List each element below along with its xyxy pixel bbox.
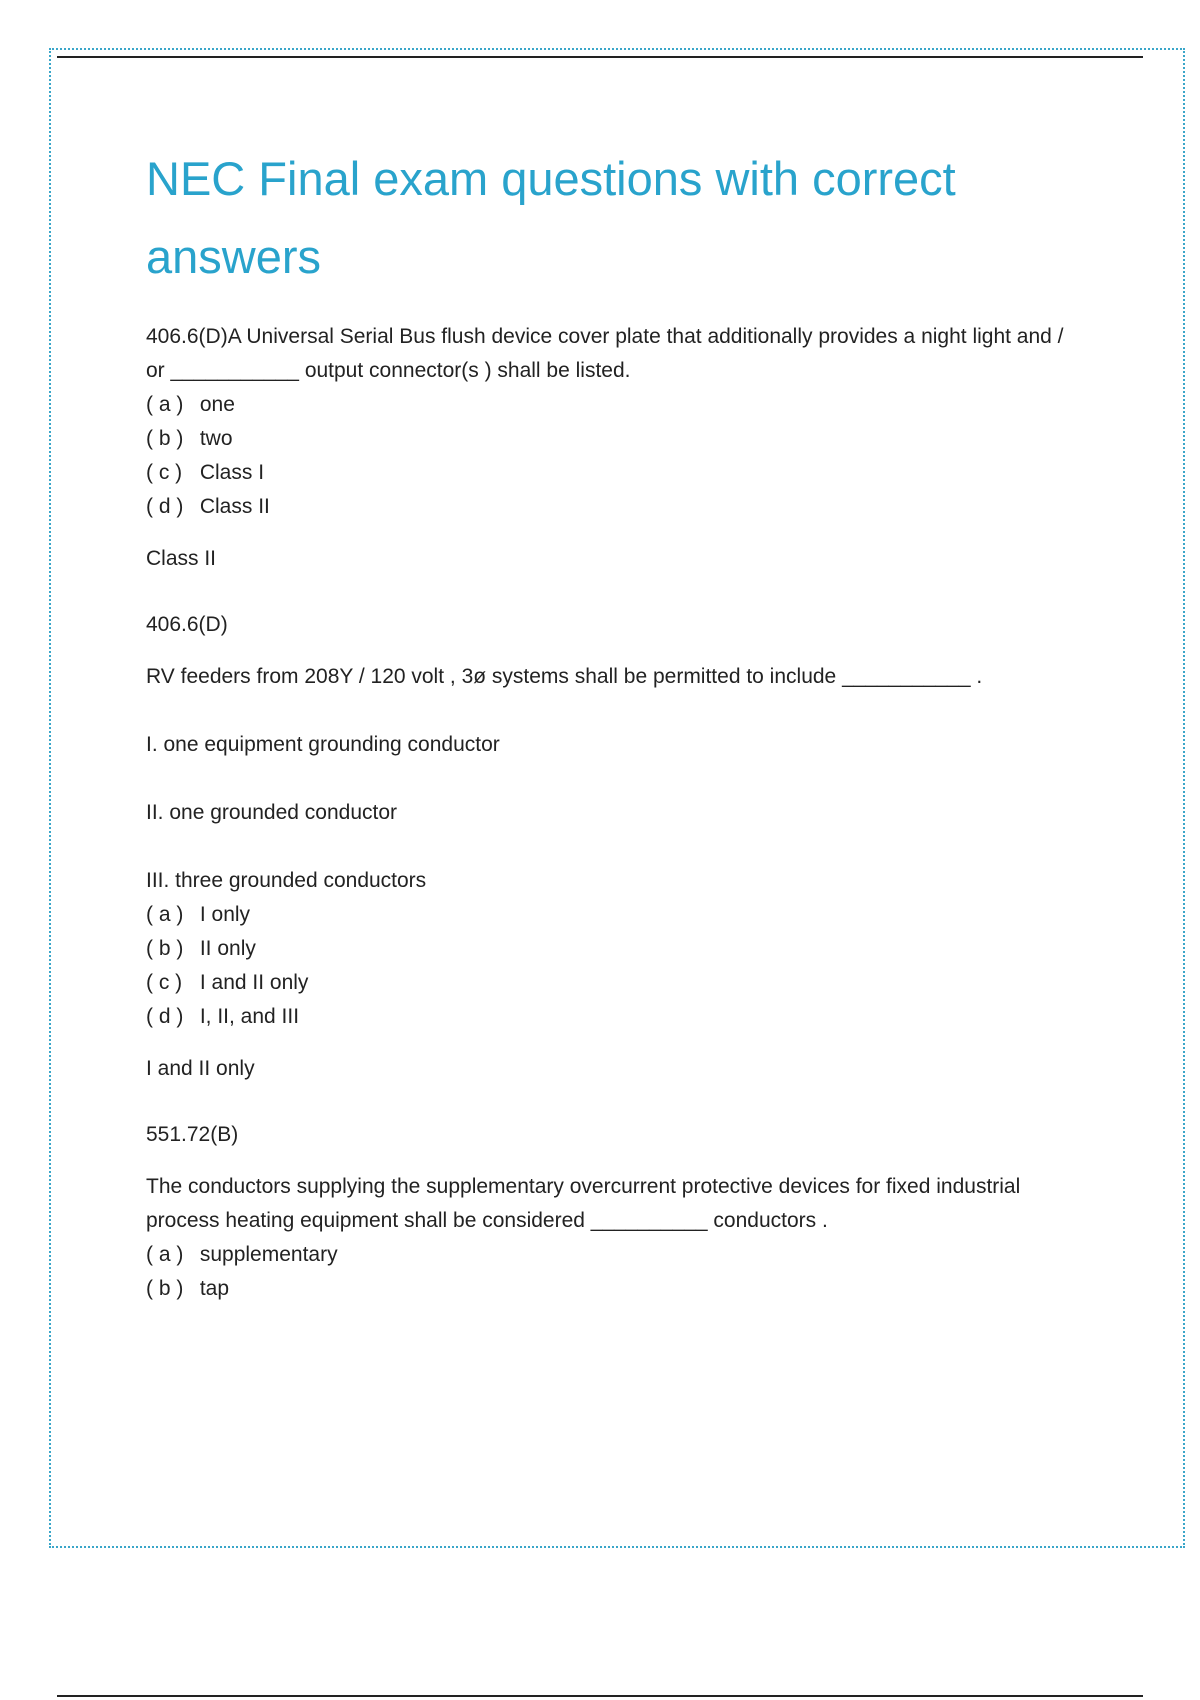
question-statement: I. one equipment grounding conductor [146, 733, 500, 756]
option-list [146, 388, 1086, 524]
document-title: NEC Final exam questions with correct answers [146, 152, 956, 283]
option-item [146, 966, 1086, 1000]
document-body [146, 140, 1086, 1306]
option-marker: ( d ) [146, 495, 184, 518]
option-marker: ( d ) [146, 1005, 184, 1028]
option-marker: ( b ) [146, 937, 184, 960]
option-item [146, 422, 1086, 456]
option-list [146, 898, 1086, 1034]
option-text: tap [199, 1277, 230, 1300]
option-item [146, 388, 1086, 422]
option-marker: ( a ) [146, 1243, 184, 1266]
question-stem: 406.6(D)A Universal Serial Bus flush device cover plate that additionally provides a night light and / or ___________ output connector(s ) shall be listed. [146, 325, 1064, 382]
footer-rule [57, 1695, 1143, 1697]
option-marker: ( a ) [146, 393, 184, 416]
question-statement: II. one grounded conductor [146, 801, 398, 824]
option-item [146, 898, 1086, 932]
option-text: II only [199, 937, 256, 960]
option-text: one [199, 393, 235, 416]
option-text: supplementary [199, 1243, 338, 1266]
option-item [146, 456, 1086, 490]
answer-text: Class II [146, 547, 217, 570]
header-rule [57, 56, 1143, 58]
option-text: I only [199, 903, 251, 926]
option-text: two [199, 427, 233, 450]
option-item [146, 490, 1086, 524]
option-item [146, 1272, 1086, 1306]
question-statement: III. three grounded conductors [146, 869, 427, 892]
question-stem: RV feeders from 208Y / 120 volt , 3ø systems shall be permitted to include ___________ . [146, 665, 983, 688]
option-text: Class I [199, 461, 265, 484]
question-stem: The conductors supplying the supplementary overcurrent protective devices for fixed industrial process heating equipment shall be considered __________ conductors . [146, 1175, 1021, 1232]
option-item [146, 932, 1086, 966]
option-marker: ( b ) [146, 427, 184, 450]
option-text: Class II [199, 495, 270, 518]
question-reference: 406.6(D) [146, 613, 228, 636]
option-marker: ( b ) [146, 1277, 184, 1300]
option-item [146, 1238, 1086, 1272]
option-marker: ( c ) [146, 461, 183, 484]
answer-text: I and II only [146, 1057, 255, 1080]
option-list [146, 1238, 1086, 1306]
option-text: I, II, and III [199, 1005, 300, 1028]
option-text: I and II only [199, 971, 309, 994]
option-marker: ( a ) [146, 903, 184, 926]
option-marker: ( c ) [146, 971, 183, 994]
option-item [146, 1000, 1086, 1034]
question-reference: 551.72(B) [146, 1123, 239, 1146]
